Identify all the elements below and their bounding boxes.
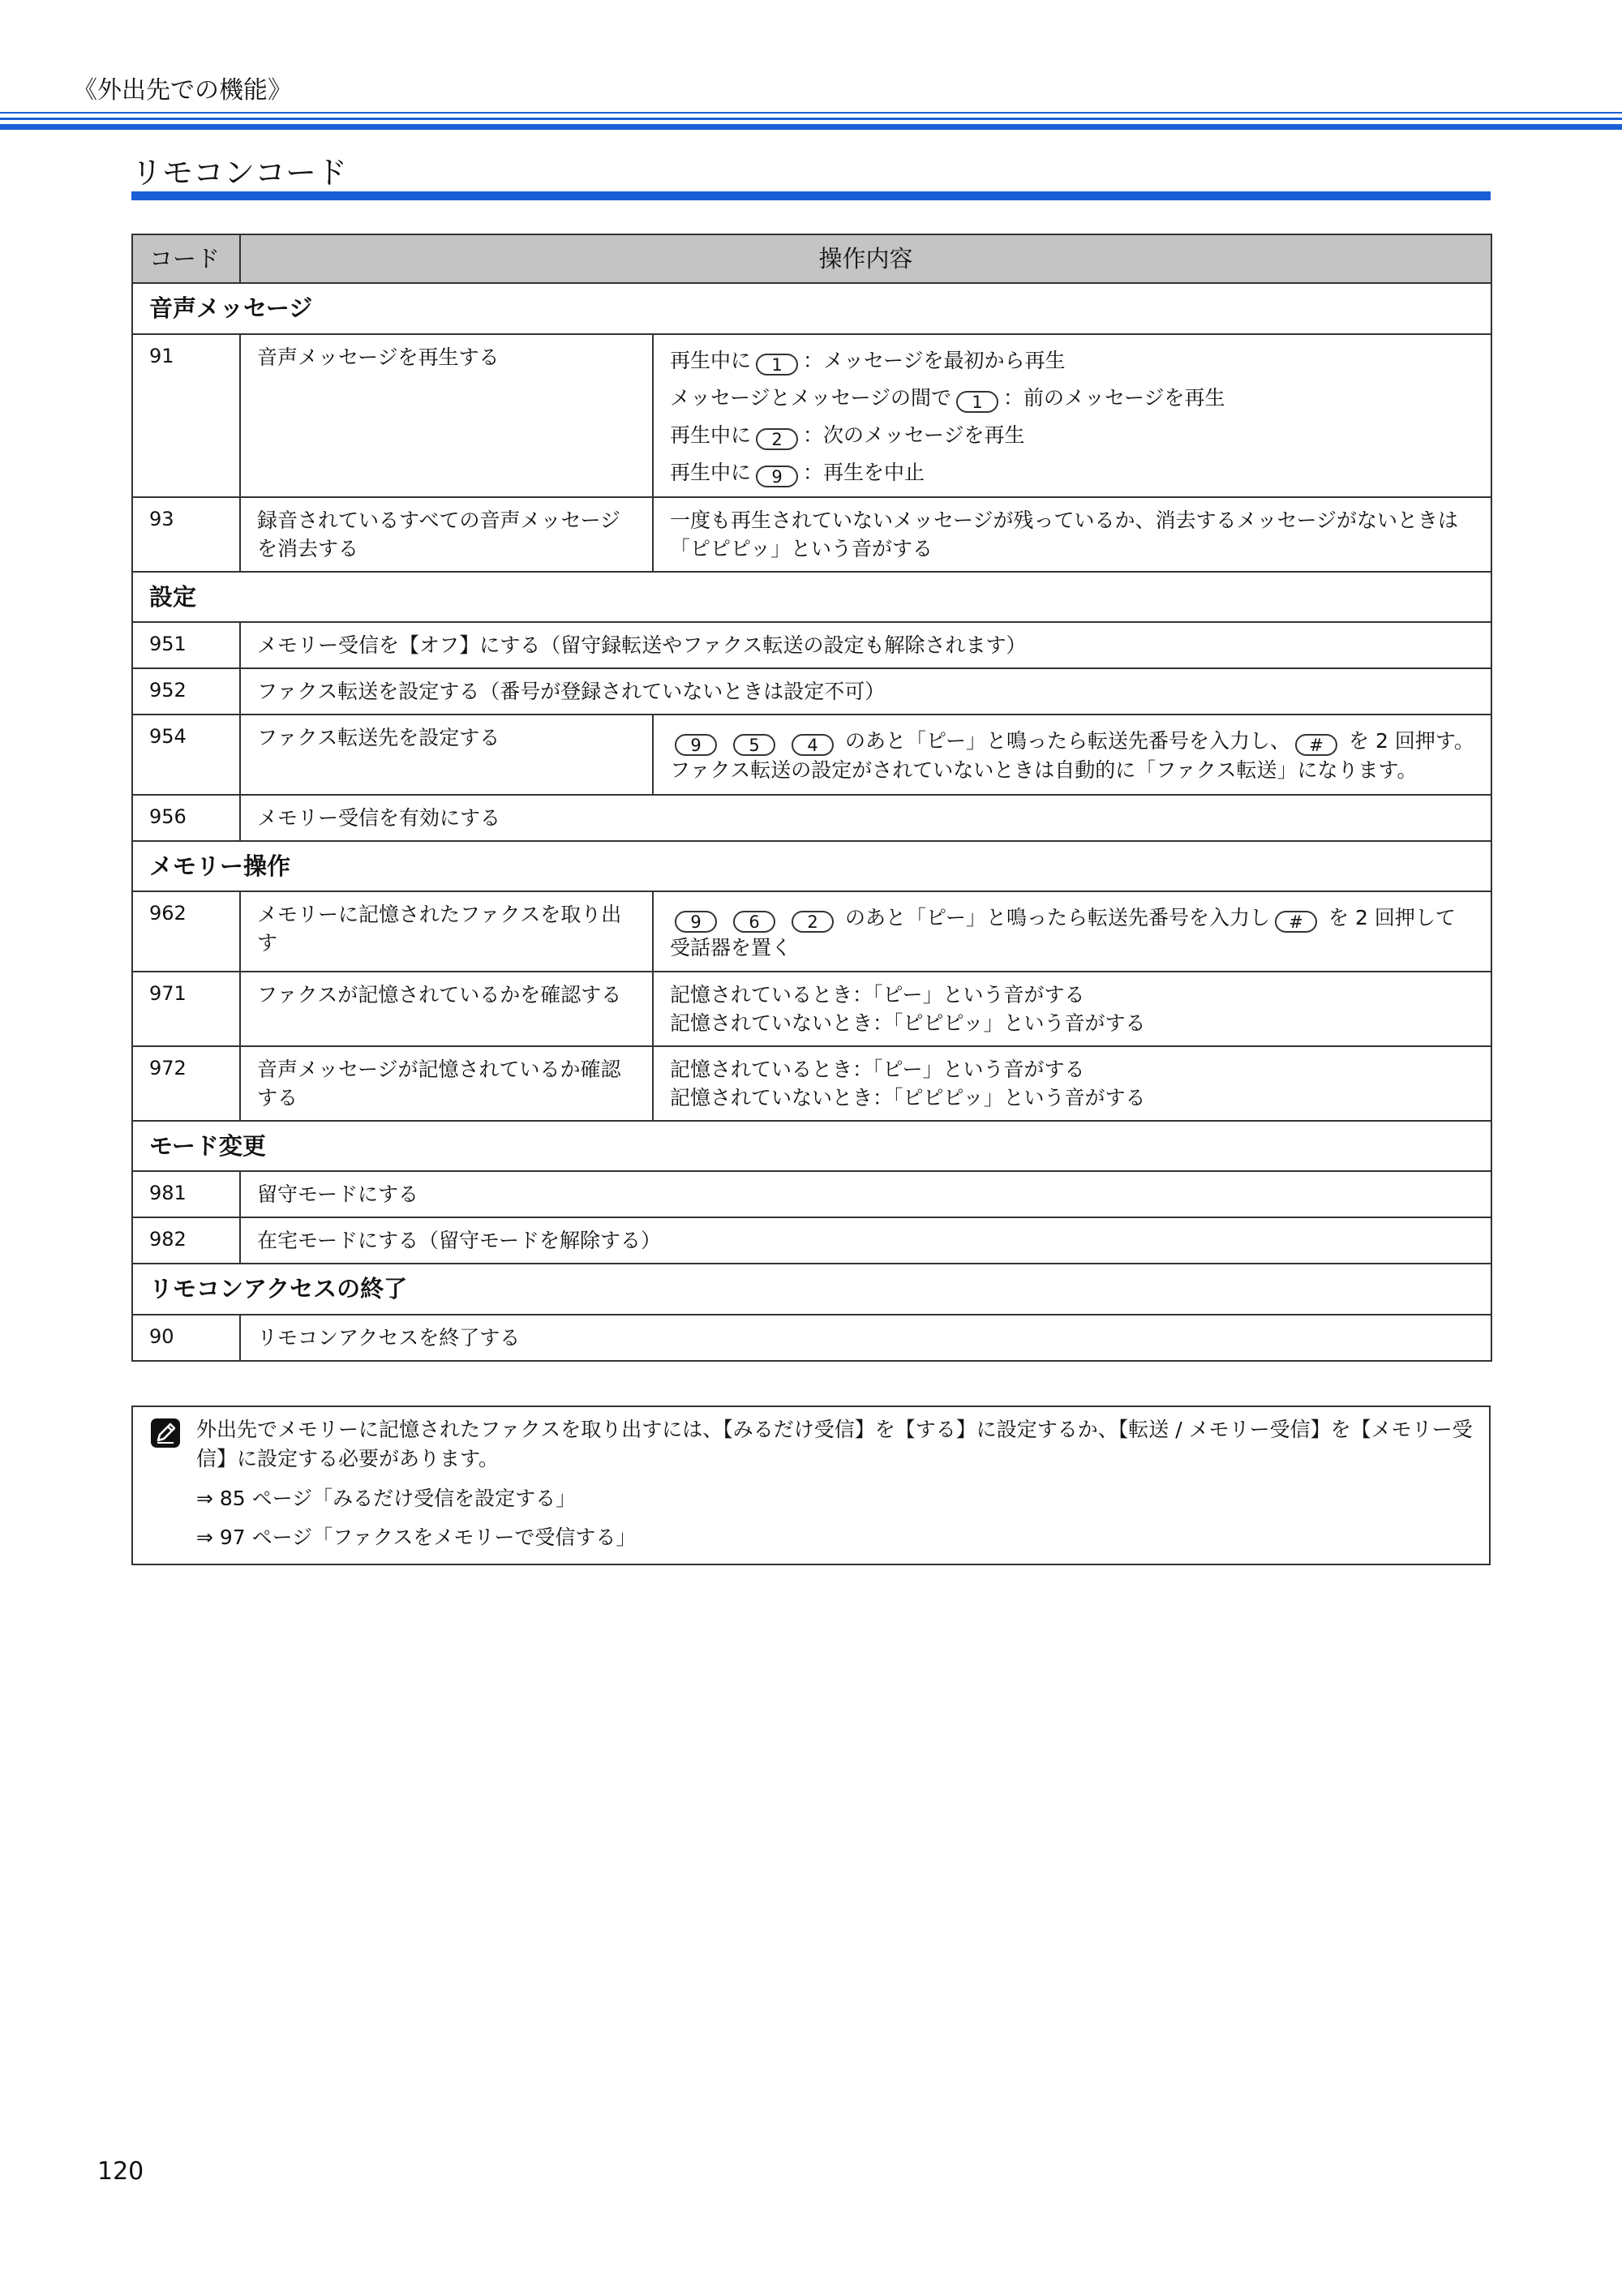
description-cell: ファクス転送先を設定する	[240, 715, 653, 795]
description-cell: ファクス転送を設定する（番号が登録されていないときは設定不可）	[240, 668, 1491, 715]
category-voice-message: 音声メッセージ	[132, 283, 1491, 334]
detail-line	[670, 421, 1474, 450]
table-row	[132, 891, 1491, 972]
key-icon: 2	[792, 911, 834, 933]
category-mode-change: モード変更	[132, 1121, 1491, 1172]
description-cell: メモリー受信を【オフ】にする（留守録転送やファクス転送の設定も解除されます）	[240, 622, 1491, 668]
pencil-memo-icon	[151, 1418, 180, 1448]
detail-text: ：次のメッセージを再生	[803, 423, 1025, 448]
hash-key-icon: #	[1295, 734, 1337, 756]
code-cell: 91	[132, 334, 240, 497]
detail-text: 再生中に	[670, 348, 752, 372]
key-icon: 1	[956, 391, 998, 413]
detail-cell	[653, 715, 1491, 795]
code-cell: 956	[132, 795, 240, 841]
column-header-code: コード	[132, 234, 240, 283]
key-icon: 5	[733, 734, 775, 756]
table-row	[132, 497, 1491, 572]
detail-text: 再生中に	[670, 461, 752, 485]
header-rule-2	[0, 118, 1622, 120]
header-rule-1	[0, 112, 1622, 114]
code-cell: 93	[132, 497, 240, 572]
detail-cell	[653, 972, 1491, 1046]
table-row	[132, 334, 1491, 497]
key-icon: 9	[675, 911, 717, 933]
code-cell: 954	[132, 715, 240, 795]
code-cell: 962	[132, 891, 240, 972]
description-cell: メモリーに記憶されたファクスを取り出す	[240, 891, 653, 972]
table-row	[132, 622, 1491, 668]
code-cell: 90	[132, 1315, 240, 1361]
detail-text: ：再生を中止	[803, 461, 925, 485]
table-row	[132, 795, 1491, 841]
detail-line	[670, 346, 1474, 376]
code-cell: 982	[132, 1217, 240, 1264]
table-row	[132, 1046, 1491, 1121]
detail-line: 記憶されていないとき：「ピピピッ」という音がする	[670, 1011, 1146, 1035]
code-cell: 972	[132, 1046, 240, 1121]
header-rule-3	[0, 124, 1622, 130]
category-row	[132, 841, 1491, 892]
table-row	[132, 1315, 1491, 1361]
description-cell: 音声メッセージを再生する	[240, 334, 653, 497]
description-cell: ファクスが記憶されているかを確認する	[240, 972, 653, 1046]
note-text: 外出先でメモリーに記憶されたファクスを取り出すには、【みるだけ受信】を【する】に設定するか、【転送 / メモリー受信】を【メモリー受信】に設定する必要があります。	[196, 1418, 1473, 1471]
description-cell: 在宅モードにする（留守モードを解除する）	[240, 1217, 1491, 1264]
table-row	[132, 1171, 1491, 1217]
description-cell: 録音されているすべての音声メッセージを消去する	[240, 497, 653, 572]
category-end-remote-access: リモコンアクセスの終了	[132, 1264, 1491, 1315]
column-header-operations: 操作内容	[240, 234, 1491, 283]
table-row	[132, 1217, 1491, 1264]
code-cell: 971	[132, 972, 240, 1046]
detail-line	[670, 727, 1474, 786]
chapter-header: 《外出先での機能》	[73, 76, 292, 105]
table-row	[132, 972, 1491, 1046]
section-rule	[131, 191, 1491, 200]
hash-key-icon: #	[1275, 911, 1317, 933]
key-icon: 9	[675, 734, 717, 756]
description-cell: 音声メッセージが記憶されているか確認する	[240, 1046, 653, 1121]
description-cell: メモリー受信を有効にする	[240, 795, 1491, 841]
table-row	[132, 668, 1491, 715]
detail-text: のあと「ピー」と鳴ったら転送先番号を入力し、	[845, 729, 1291, 753]
detail-text: を 2 回押して受話器を置く	[670, 906, 1456, 959]
detail-line	[670, 458, 1474, 487]
description-cell: 留守モードにする	[240, 1171, 1491, 1217]
detail-line	[670, 903, 1474, 963]
key-icon: 9	[756, 466, 798, 487]
category-row	[132, 283, 1491, 334]
section-title: リモコンコード	[131, 155, 348, 191]
detail-text: ：メッセージを最初から再生	[803, 348, 1066, 372]
code-cell: 952	[132, 668, 240, 715]
category-row	[132, 572, 1491, 623]
key-icon: 6	[733, 911, 775, 933]
memo-note	[131, 1405, 1491, 1565]
detail-text: ：前のメッセージを再生	[1003, 385, 1225, 410]
category-memory-operation: メモリー操作	[132, 841, 1491, 892]
category-row	[132, 1264, 1491, 1315]
detail-line	[670, 384, 1474, 413]
detail-line: 記憶されているとき：「ピー」という音がする	[670, 982, 1085, 1006]
code-cell: 951	[132, 622, 240, 668]
key-icon: 2	[756, 428, 798, 450]
detail-line: 記憶されていないとき：「ピピピッ」という音がする	[670, 1085, 1146, 1109]
detail-cell	[653, 334, 1491, 497]
detail-cell	[653, 891, 1491, 972]
page-number: 120	[97, 2157, 144, 2186]
detail-cell: 一度も再生されていないメッセージが残っているか、消去するメッセージがないときは「ピピピッ」という音がする	[653, 497, 1491, 572]
category-row	[132, 1121, 1491, 1172]
description-cell: リモコンアクセスを終了する	[240, 1315, 1491, 1361]
detail-cell	[653, 1046, 1491, 1121]
table-header-row	[132, 234, 1491, 283]
key-icon: 1	[756, 354, 798, 376]
detail-text: を 2 回押す。ファクス転送の設定がされていないときは自動的に「ファクス転送」になります。	[670, 729, 1474, 783]
code-cell: 981	[132, 1171, 240, 1217]
remote-code-table	[131, 234, 1492, 1362]
detail-line: 記憶されているとき：「ピー」という音がする	[670, 1057, 1085, 1081]
detail-text: メッセージとメッセージの間で	[670, 385, 952, 410]
table-row	[132, 715, 1491, 795]
key-icon: 4	[792, 734, 834, 756]
page-reference-link[interactable]: ⇒ 97 ページ「ファクスをメモリーで受信する」	[196, 1525, 637, 1549]
detail-text: のあと「ピー」と鳴ったら転送先番号を入力し	[845, 906, 1271, 930]
detail-text: 再生中に	[670, 423, 752, 448]
category-settings: 設定	[132, 572, 1491, 623]
page-reference-link[interactable]: ⇒ 85 ページ「みるだけ受信を設定する」	[196, 1486, 577, 1510]
